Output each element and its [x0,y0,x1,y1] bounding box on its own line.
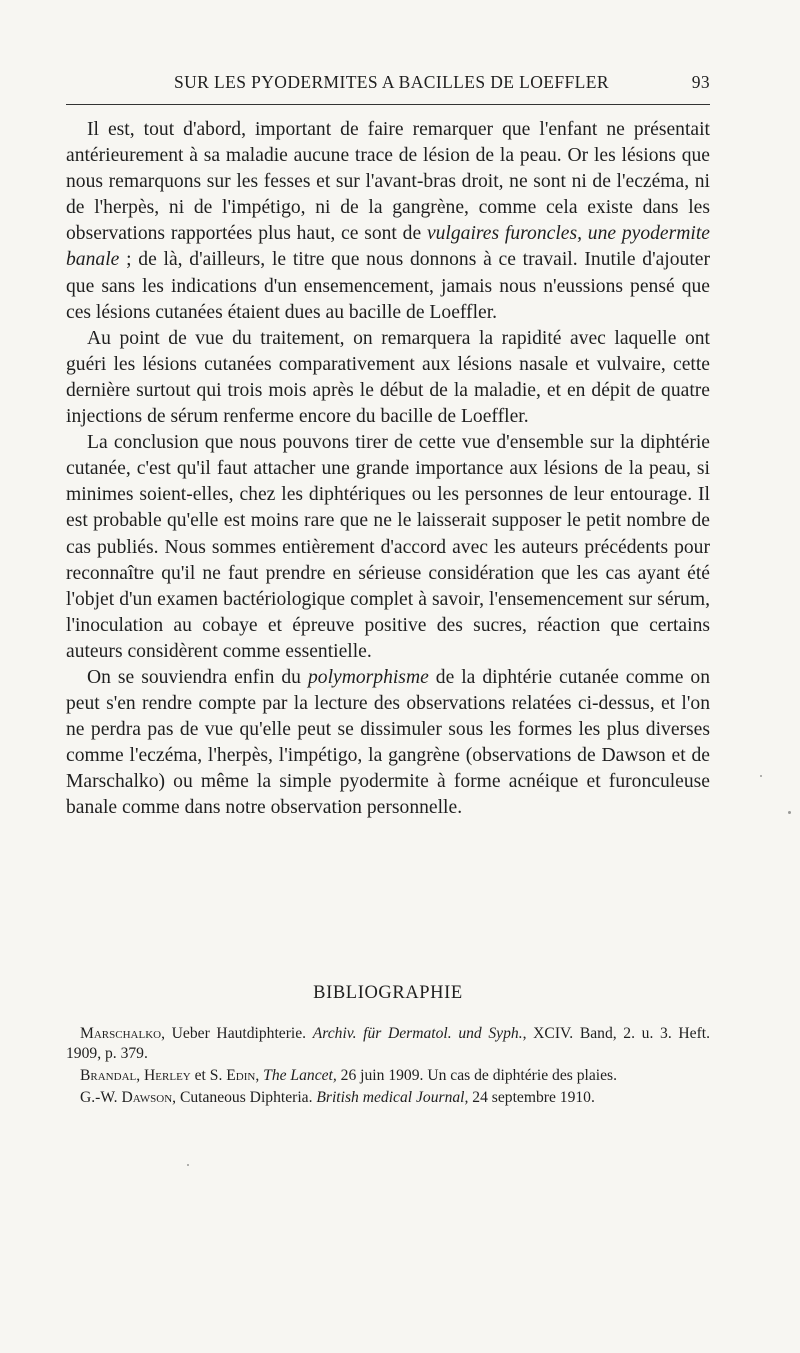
paragraph-2: Au point de vue du traitement, on remarquera la rapidité avec laquelle ont guéri les lésions cutanées comparativement aux lésions nasale et vulvaire, cette dernière surtout qui trois mois après le début de la maladie, et en dépit de quatre injections de sérum renferme encore du bacille de Loeffler. [66,327,710,428]
running-title: SUR LES PYODERMITES A BACILLES DE LOEFFLER [174,72,609,92]
header-rule [66,104,710,105]
bibliography-entry [66,1088,710,1108]
ref-text: 26 juin 1909. Un cas de diphtérie des plaies. [336,1067,617,1084]
bibliography-heading: BIBLIOGRAPHIE [313,983,463,1003]
bibliography-entry [66,1066,710,1086]
ref-text: , [136,1067,145,1084]
ref-journal: Archiv. für Dermatol. und Syph. [312,1025,523,1042]
paragraph-4-text-b: de la diphtérie cutanée comme on peut s'en rendre compte par la lecture des observations relatées ci-dessus, et l'on ne perdra pas de vue qu'elle peut se dissimuler sous les formes les plus diverses comme l'eczéma, l'herpès, l'impétigo, la gangrène (observations de Dawson et de Marschalko) ou même la simple pyodermite à forme acnéique et furonculeuse banale comme dans notre observation personnelle. [66,666,710,819]
ref-text: , Cutaneous Diphteria. [172,1089,317,1106]
body-text [66,117,710,822]
paragraph-1 [66,117,710,326]
bibliography-list [66,1024,710,1110]
ref-author: Marschalko [80,1025,162,1042]
ref-text: , [255,1067,264,1084]
ref-text: et S. [190,1067,227,1084]
ref-author: Herley [144,1067,191,1084]
ref-author: Dawson [121,1089,173,1106]
paragraph-3: La conclusion que nous pouvons tirer de cette vue d'ensemble sur la diphtérie cutanée, c'est qu'il faut attacher une grande importance aux lésions de la peau, si minimes soient-elles, chez les diphtériques ou les personnes de leur entourage. Il est probable qu'elle est moins rare que ne le laisserait supposer le petit nombre de cas publiés. Nous sommes entièrement d'accord avec les auteurs précédents pour reconnaître qu'il ne faut prendre en sérieuse considération que les cas ayant été l'objet d'un examen bactériologique complet à savoir, l'ensemencement sur sérum, l'inoculation au cobaye et épreuve positive des sucres, réaction que certains auteurs considèrent comme essentielle. [66,432,710,662]
paragraph-1-italic: vulgaires furoncles, une pyodermite banale [66,223,710,271]
paper-speck [788,811,791,814]
paper-speck [187,1164,189,1166]
ref-text: , Ueber Hautdiphterie. [161,1025,313,1042]
paragraph-4-text-a: On se souviendra enfin du [87,666,308,688]
ref-text: , XCIV. Band, 2. u. 3. Heft. 1909, p. 379. [66,1025,710,1062]
bibliography-entry [66,1024,710,1064]
paper-speck [760,775,762,777]
paragraph-1-text-b: ; de là, d'ailleurs, le titre que nous donnons à ce travail. Inutile d'ajouter que sans les indications d'un ensemencement, jamais nous n'eussions pensé que ces lésions cutanées étaient dues au bacille de Loeffler. [66,249,710,323]
paragraph-4-italic: polymorphisme [307,666,429,688]
paragraph-4 [66,665,710,822]
ref-journal: British medical Journal, [316,1089,469,1106]
page-number: 93 [691,72,710,92]
ref-text: G.-W. [80,1089,122,1106]
ref-author: Brandal [80,1067,137,1084]
ref-text: 24 septembre 1910. [468,1089,595,1106]
running-header [66,68,710,96]
paragraph-1-text-a: Il est, tout d'abord, important de faire remarquer que l'enfant ne présentait antérieurement à sa maladie aucune trace de lésion de la peau. Or les lésions que nous remarquons sur les fesses et sur l'avant-bras droit, ne sont ni de l'eczéma, ni de l'herpès, ni de l'impétigo, ni de la gangrène, comme cela existe dans les observations rapportées plus haut, ce sont de [66,119,710,245]
ref-journal: The Lancet, [263,1067,337,1084]
ref-author: Edin [226,1067,256,1084]
